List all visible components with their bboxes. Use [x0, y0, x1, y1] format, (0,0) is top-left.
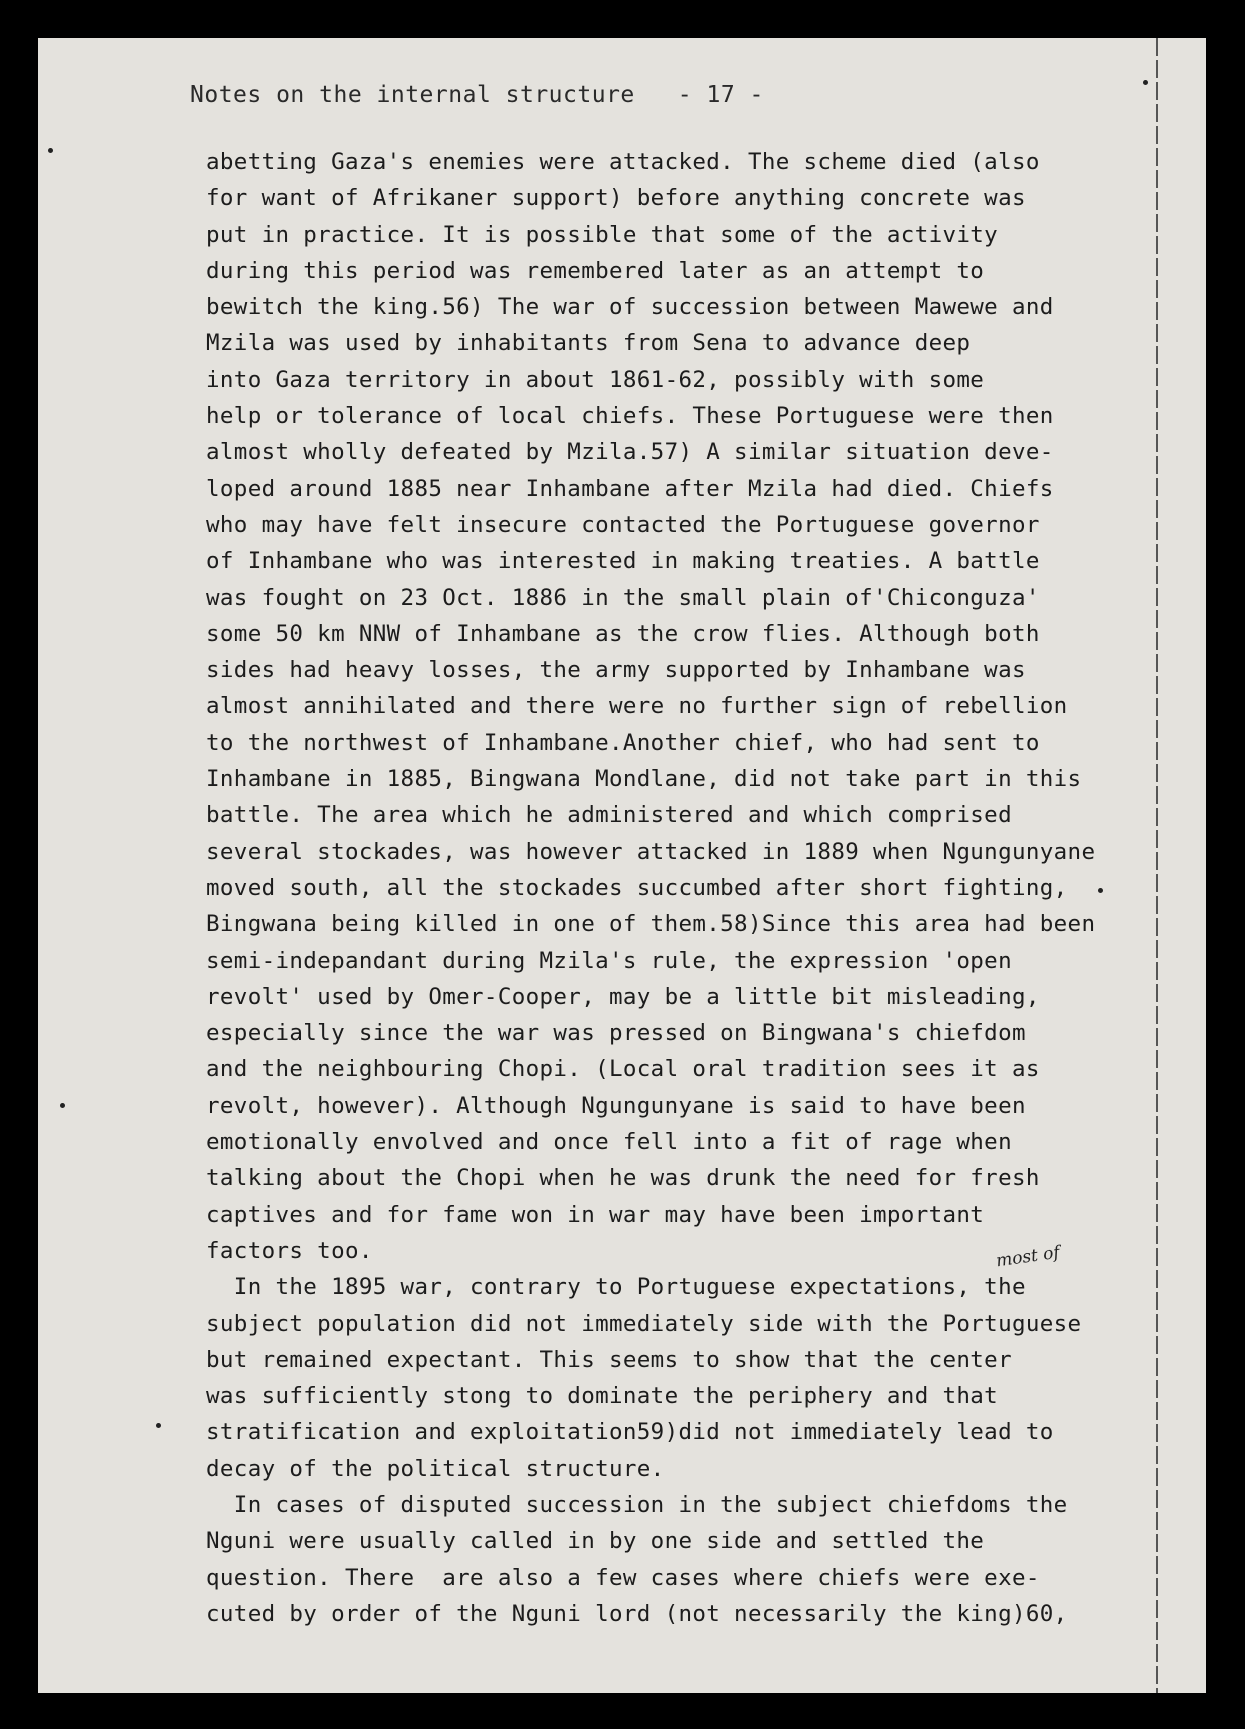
text-line: battle. The area which he administered and which comprised	[206, 802, 1012, 829]
text-line: Bingwana being killed in one of them.58)Since this area had been	[206, 911, 1096, 938]
text-line: factors too.	[206, 1237, 373, 1264]
text-line: Mzila was used by inhabitants from Sena to advance deep	[206, 330, 971, 357]
text-line: was fought on 23 Oct. 1886 in the small plain of'Chiconguza'	[206, 584, 1040, 611]
text-line: cuted by order of the Nguni lord (not necessarily the king)60,	[206, 1600, 1068, 1627]
text-line: help or tolerance of local chiefs. These Portuguese were then	[206, 403, 1054, 430]
text-line: stratification and exploitation59)did not immediately lead to	[206, 1419, 1054, 1446]
text-line: almost wholly defeated by Mzila.57) A similar situation deve-	[206, 439, 1054, 466]
text-line: revolt, however). Although Ngungunyane is said to have been	[206, 1092, 1026, 1119]
text-line: emotionally envolved and once fell into a fit of rage when	[206, 1129, 1012, 1156]
speck	[48, 148, 53, 153]
text-line: revolt' used by Omer-Cooper, may be a little bit misleading,	[206, 983, 1040, 1010]
margin-rule	[1156, 38, 1158, 1693]
speck	[60, 1103, 65, 1108]
text-line: during this period was remembered later as an attempt to	[206, 257, 985, 284]
text-line: captives and for fame won in war may have been important	[206, 1201, 985, 1228]
document-page	[38, 38, 1206, 1693]
text-line: for want of Afrikaner support) before anything concrete was	[206, 185, 1026, 212]
speck	[1098, 888, 1103, 893]
text-line: loped around 1885 near Inhambane after Mzila had died. Chiefs	[206, 475, 1054, 502]
text-line: talking about the Chopi when he was drunk the need for fresh	[206, 1165, 1040, 1192]
text-line: almost annihilated and there were no further sign of rebellion	[206, 693, 1068, 720]
text-line: into Gaza territory in about 1861-62, possibly with some	[206, 366, 985, 393]
text-line: several stockades, was however attacked in 1889 when Ngungunyane	[206, 838, 1096, 865]
text-line: subject population did not immediately side with the Portuguese	[206, 1310, 1082, 1337]
text-line: Nguni were usually called in by one side and settled the	[206, 1528, 985, 1555]
text-line: but remained expectant. This seems to show that the center	[206, 1346, 1012, 1373]
text-line: abetting Gaza's enemies were attacked. The scheme died (also	[206, 149, 1040, 175]
text-line: semi-indepandant during Mzila's rule, the expression 'open	[206, 947, 1012, 974]
text-line: was sufficiently stong to dominate the periphery and that	[206, 1383, 999, 1410]
text-line: some 50 km NNW of Inhambane as the crow flies. Although both	[206, 620, 1040, 647]
text-line: question. There are also a few cases where chiefs were exe-	[206, 1564, 1040, 1591]
text-line: of Inhambane who was interested in making treaties. A battle	[206, 548, 1040, 575]
speck	[156, 1423, 161, 1428]
text-line: In cases of disputed succession in the subject chiefdoms the	[206, 1491, 1068, 1518]
handwritten-insert: most of	[994, 1242, 1061, 1272]
text-line: Inhambane in 1885, Bingwana Mondlane, did not take part in this	[206, 766, 1082, 793]
text-line: moved south, all the stockades succumbed after short fighting,	[206, 874, 1068, 901]
text-line: to the northwest of Inhambane.Another chief, who had sent to	[206, 729, 1040, 756]
text-line: and the neighbouring Chopi. (Local oral tradition sees it as	[206, 1056, 1040, 1083]
body-text	[206, 144, 1151, 1632]
speck	[1143, 80, 1148, 85]
text-line: put in practice. It is possible that some of the activity	[206, 221, 999, 248]
text-line: who may have felt insecure contacted the Portuguese governor	[206, 511, 1040, 538]
text-line: bewitch the king.56) The war of succession between Mawewe and	[206, 294, 1054, 321]
text-line: especially since the war was pressed on Bingwana's chiefdom	[206, 1020, 1026, 1047]
page-header: Notes on the internal structure - 17 -	[190, 82, 764, 108]
text-line: In the 1895 war, contrary to Portuguese expectations, the	[206, 1274, 1026, 1301]
text-line: decay of the political structure.	[206, 1455, 665, 1482]
text-line: sides had heavy losses, the army supported by Inhambane was	[206, 657, 1026, 684]
